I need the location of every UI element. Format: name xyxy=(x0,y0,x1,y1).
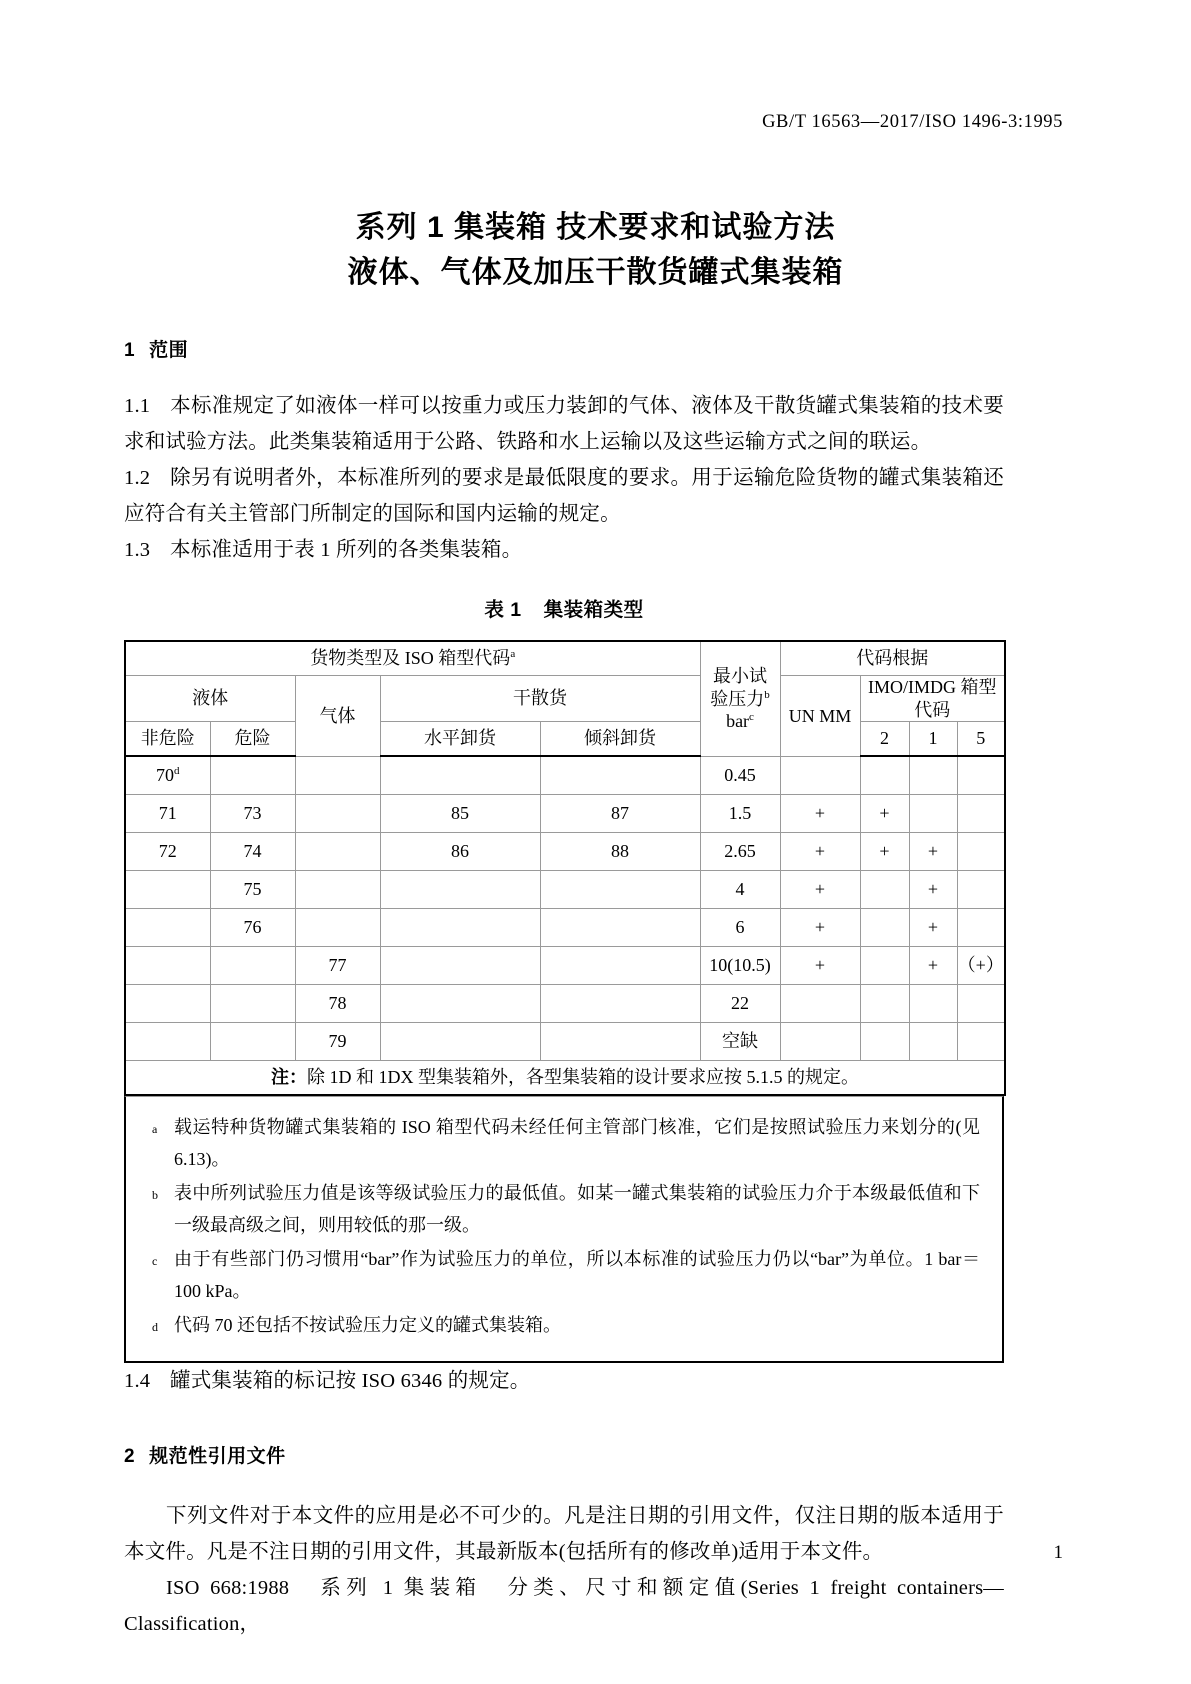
table-1 xyxy=(124,640,1006,1096)
cell-non-hazardous xyxy=(125,985,210,1023)
cell-pressure: 0.45 xyxy=(700,756,780,795)
cell-un-mm: + xyxy=(780,871,860,909)
paragraph-1-2 xyxy=(124,460,1004,532)
cell-hazardous xyxy=(210,947,295,985)
table-row xyxy=(125,756,1005,795)
footnote-c xyxy=(152,1243,980,1307)
clause-2-heading xyxy=(124,1441,1004,1468)
cell-horizontal: 85 xyxy=(380,795,540,833)
table-row xyxy=(125,1023,1005,1061)
cell-inclined xyxy=(540,985,700,1023)
paragraph-1-4 xyxy=(124,1363,1004,1399)
table-row xyxy=(125,833,1005,871)
table-row xyxy=(125,985,1005,1023)
header-liquid: 液体 xyxy=(125,676,295,722)
cell-gas xyxy=(295,909,380,947)
header-inclined-discharge: 倾斜卸货 xyxy=(540,722,700,757)
cell-horizontal xyxy=(380,985,540,1023)
paragraph-1-2-number: 1.2 xyxy=(124,467,151,489)
cell-hazardous xyxy=(210,756,295,795)
header-min-test-pressure-unit: bar$^c$ xyxy=(726,711,754,731)
paragraph-1-1 xyxy=(124,388,1004,460)
footnote-a-mark: a xyxy=(152,1122,158,1136)
footnote-c-mark: c xyxy=(152,1254,158,1268)
cell-gas: 79 xyxy=(295,1023,380,1061)
cell-horizontal xyxy=(380,947,540,985)
paragraph-1-4-text: 罐式集装箱的标记按 ISO 6346 的规定。 xyxy=(170,1370,531,1392)
cell-un-mm xyxy=(780,985,860,1023)
cell-col-2 xyxy=(860,947,909,985)
header-min-test-pressure xyxy=(700,641,780,756)
cell-gas xyxy=(295,795,380,833)
footnote-d-mark: d xyxy=(152,1320,158,1334)
cell-inclined: 88 xyxy=(540,833,700,871)
cell-gas: 77 xyxy=(295,947,380,985)
cell-col-1: + xyxy=(909,833,957,871)
table-1-title: 集装箱类型 xyxy=(543,599,644,621)
paragraph-1-1-number: 1.1 xyxy=(124,395,151,417)
cell-un-mm: + xyxy=(780,795,860,833)
cell-un-mm: + xyxy=(780,833,860,871)
table-header-row-2 xyxy=(125,676,1005,722)
cell-col-5 xyxy=(957,795,1005,833)
cell-hazardous: 75 xyxy=(210,871,295,909)
header-gas: 气体 xyxy=(295,676,380,757)
cell-col-1 xyxy=(909,985,957,1023)
clause-1-number: 1 xyxy=(124,340,136,361)
header-cargo-type-label: 货物类型及 ISO 箱型代码 xyxy=(310,648,511,669)
cell-pressure: 10(10.5) xyxy=(700,947,780,985)
cell-horizontal xyxy=(380,909,540,947)
paragraph-1-3-number: 1.3 xyxy=(124,539,151,561)
cell-hazardous: 73 xyxy=(210,795,295,833)
cell-hazardous xyxy=(210,1023,295,1061)
table-note-label: 注： xyxy=(271,1067,307,1088)
cell-inclined xyxy=(540,947,700,985)
header-non-hazardous: 非危险 xyxy=(125,722,210,757)
header-cargo-type-group xyxy=(125,641,700,676)
footnote-d-text: 代码 70 还包括不按试验压力定义的罐式集装箱。 xyxy=(174,1315,561,1335)
footnote-mark-d: d xyxy=(174,765,180,778)
header-min-test-pressure-line2: 验压力$^b$ xyxy=(710,688,770,709)
title-line-1: 系列 1 集装箱 技术要求和试验方法 xyxy=(355,211,836,244)
cell-non-hazardous xyxy=(125,909,210,947)
cell-inclined: 87 xyxy=(540,795,700,833)
header-col-5: 5 xyxy=(957,722,1005,757)
cell-gas xyxy=(295,871,380,909)
cell-col-1 xyxy=(909,795,957,833)
header-min-test-pressure-line1: 最小试 xyxy=(713,666,767,686)
cell-col-5 xyxy=(957,871,1005,909)
paragraph-1-2-text: 除另有说明者外，本标准所列的要求是最低限度的要求。用于运输危险货物的罐式集装箱还应符合有关主管部门所制定的国际和国内运输的规定。 xyxy=(124,467,1004,525)
header-col-1: 1 xyxy=(909,722,957,757)
table-row xyxy=(125,947,1005,985)
table-note xyxy=(125,1061,1005,1096)
header-col-2: 2 xyxy=(860,722,909,757)
cell-col-5 xyxy=(957,985,1005,1023)
cell-col-1: + xyxy=(909,871,957,909)
cell-pressure: 2.65 xyxy=(700,833,780,871)
cell-gas xyxy=(295,756,380,795)
cell-pressure: 4 xyxy=(700,871,780,909)
header-horizontal-discharge: 水平卸货 xyxy=(380,722,540,757)
cell-col-2 xyxy=(860,756,909,795)
clause-1-heading xyxy=(124,335,1004,362)
cell-horizontal xyxy=(380,1023,540,1061)
cell-col-5 xyxy=(957,1023,1005,1061)
cell-pressure: 22 xyxy=(700,985,780,1023)
cell-col-2 xyxy=(860,909,909,947)
clause-2-title: 规范性引用文件 xyxy=(149,1446,286,1467)
footnote-mark-b: b xyxy=(764,688,770,701)
cell-col-1: + xyxy=(909,947,957,985)
footnote-c-text: 由于有些部门仍习惯用“bar”作为试验压力的单位，所以本标准的试验压力仍以“bar”为单位。1 bar＝100 kPa。 xyxy=(174,1249,980,1301)
cell-col-5 xyxy=(957,756,1005,795)
footnote-mark-c: c xyxy=(749,711,754,723)
footnote-b-mark: b xyxy=(152,1188,158,1202)
cell-col-2 xyxy=(860,871,909,909)
cell-col-5 xyxy=(957,909,1005,947)
cell-non-hazardous: 72 xyxy=(125,833,210,871)
footnote-b xyxy=(152,1177,980,1241)
footnote-a-text: 载运特种货物罐式集装箱的 ISO 箱型代码未经任何主管部门核准，它们是按照试验压力来划分的(见 6.13)。 xyxy=(174,1117,980,1169)
running-header: GB/T 16563—2017/ISO 1496-3:1995 xyxy=(762,112,1063,132)
footnote-b-text: 表中所列试验压力值是该等级试验压力的最低值。如某一罐式集装箱的试验压力介于本级最低值和下一级最高级之间，则用较低的那一级。 xyxy=(174,1183,980,1235)
footnote-d xyxy=(152,1309,980,1343)
cell-horizontal xyxy=(380,871,540,909)
cell-non-hazardous: 70$^d$ xyxy=(125,756,210,795)
page-number: 1 xyxy=(1053,1542,1063,1563)
table-footnotes xyxy=(124,1096,1004,1363)
paragraph-1-4-number: 1.4 xyxy=(124,1370,151,1392)
document-title xyxy=(0,205,1191,295)
cell-gas: 78 xyxy=(295,985,380,1023)
table-row xyxy=(125,795,1005,833)
paragraph-1-3-text: 本标准适用于表 1 所列的各类集装箱。 xyxy=(170,539,523,561)
header-dry-bulk: 干散货 xyxy=(380,676,700,722)
table-note-row xyxy=(125,1061,1005,1096)
footnote-mark-a: a xyxy=(510,648,516,661)
cell-inclined xyxy=(540,756,700,795)
cell-un-mm xyxy=(780,1023,860,1061)
cell-hazardous: 74 xyxy=(210,833,295,871)
footnote-a xyxy=(152,1111,980,1175)
header-code-basis: 代码根据 xyxy=(780,641,1005,676)
cell-pressure: 6 xyxy=(700,909,780,947)
cell-col-2 xyxy=(860,1023,909,1061)
cell-col-5: （+） xyxy=(957,947,1005,985)
cell-un-mm: + xyxy=(780,947,860,985)
clause-1-title: 范围 xyxy=(149,340,189,361)
cell-inclined xyxy=(540,871,700,909)
cell-col-2: + xyxy=(860,833,909,871)
header-un-mm: UN MM xyxy=(780,676,860,757)
paragraph-1-3 xyxy=(124,532,1004,568)
cell-hazardous: 76 xyxy=(210,909,295,947)
paragraph-1-1-text: 本标准规定了如液体一样可以按重力或压力装卸的气体、液体及干散货罐式集装箱的技术要求和试验方法。此类集装箱适用于公路、铁路和水上运输以及这些运输方式之间的联运。 xyxy=(124,395,1004,453)
clause-2-number: 2 xyxy=(124,1446,136,1467)
cell-col-1 xyxy=(909,756,957,795)
cell-inclined xyxy=(540,1023,700,1061)
cell-pressure: 1.5 xyxy=(700,795,780,833)
cell-col-5 xyxy=(957,833,1005,871)
cell-non-hazardous xyxy=(125,947,210,985)
table-1-label: 表 1 xyxy=(484,599,522,621)
cell-non-hazardous xyxy=(125,871,210,909)
cell-col-1 xyxy=(909,1023,957,1061)
cell-hazardous xyxy=(210,985,295,1023)
table-header-row-1 xyxy=(125,641,1005,676)
clause-2-paragraph-2: ISO 668:1988 系列 1 集装箱 分类、尺寸和额定值(Series 1 freight containers—Classification， xyxy=(124,1577,1004,1635)
cell-horizontal: 86 xyxy=(380,833,540,871)
table-note-text: 除 1D 和 1DX 型集装箱外，各型集装箱的设计要求应按 5.1.5 的规定。 xyxy=(307,1067,859,1088)
cell-non-hazardous: 71 xyxy=(125,795,210,833)
cell-col-1: + xyxy=(909,909,957,947)
header-hazardous: 危险 xyxy=(210,722,295,757)
document-body xyxy=(124,335,1004,1642)
title-line-2: 液体、气体及加压干散货罐式集装箱 xyxy=(347,256,844,289)
table-1-caption xyxy=(124,594,1004,622)
header-imo-imdg: IMO/IMDG 箱型代码 xyxy=(860,676,1005,722)
cell-pressure: 空缺 xyxy=(700,1023,780,1061)
table-row xyxy=(125,871,1005,909)
clause-2-paragraph-1: 下列文件对于本文件的应用是必不可少的。凡是注日期的引用文件，仅注日期的版本适用于本文件。凡是不注日期的引用文件，其最新版本(包括所有的修改单)适用于本文件。 xyxy=(124,1505,1004,1563)
cell-horizontal xyxy=(380,756,540,795)
cell-gas xyxy=(295,833,380,871)
table-row xyxy=(125,909,1005,947)
cell-col-2: + xyxy=(860,795,909,833)
cell-non-hazardous xyxy=(125,1023,210,1061)
cell-col-2 xyxy=(860,985,909,1023)
table-header-row-3 xyxy=(125,722,1005,757)
cell-un-mm xyxy=(780,756,860,795)
cell-inclined xyxy=(540,909,700,947)
cell-un-mm: + xyxy=(780,909,860,947)
